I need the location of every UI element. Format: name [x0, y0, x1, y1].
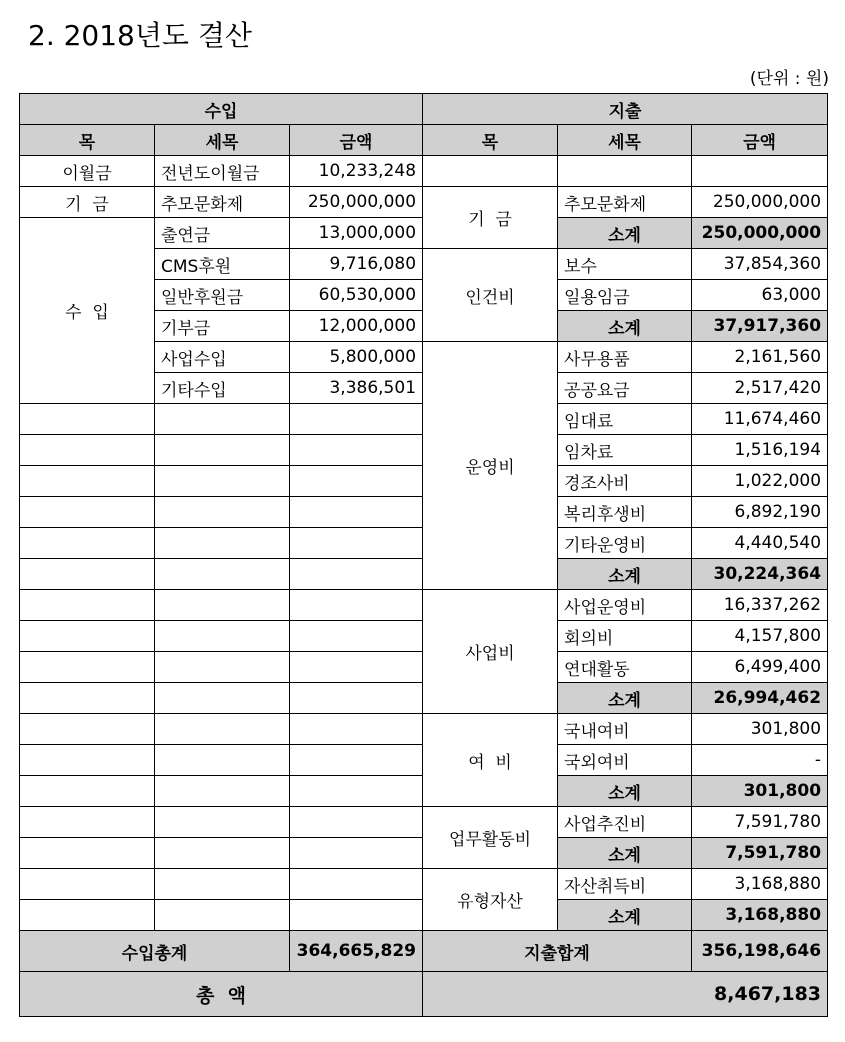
subtotal-label: 소계 [558, 218, 692, 249]
empty-cell [692, 156, 828, 187]
subtotal-amount: 30,224,364 [692, 559, 828, 590]
empty-cell [20, 590, 155, 621]
income-amount: 10,233,248 [290, 156, 423, 187]
empty-cell [423, 156, 558, 187]
income-semok: 기부금 [155, 311, 290, 342]
empty-cell [155, 745, 290, 776]
empty-cell [155, 900, 290, 931]
expense-total-amount: 356,198,646 [692, 931, 828, 972]
empty-cell [155, 404, 290, 435]
table-header-row [20, 125, 828, 156]
expense-amount: 6,892,190 [692, 497, 828, 528]
expense-amount: 2,161,560 [692, 342, 828, 373]
empty-cell [20, 807, 155, 838]
empty-cell [290, 590, 423, 621]
totals-row [20, 931, 828, 972]
expense-semok: 추모문화제 [558, 187, 692, 218]
table-row [20, 714, 828, 745]
empty-cell [20, 900, 155, 931]
income-semok: CMS후원 [155, 249, 290, 280]
expense-amount: 16,337,262 [692, 590, 828, 621]
empty-cell [20, 404, 155, 435]
empty-cell [20, 528, 155, 559]
expense-amount: 4,440,540 [692, 528, 828, 559]
income-amount: 12,000,000 [290, 311, 423, 342]
grand-total-row [20, 972, 828, 1017]
table-row [20, 156, 828, 187]
expense-amount: 2,517,420 [692, 373, 828, 404]
empty-cell [20, 714, 155, 745]
col-header-semok: 세목 [155, 125, 290, 156]
empty-cell [155, 590, 290, 621]
expense-amount: 1,022,000 [692, 466, 828, 497]
subtotal-label: 소계 [558, 559, 692, 590]
empty-cell [20, 869, 155, 900]
empty-cell [290, 776, 423, 807]
unit-label: (단위 : 원) [749, 69, 829, 89]
expense-semok: 복리후생비 [558, 497, 692, 528]
income-amount: 3,386,501 [290, 373, 423, 404]
page-title: 2. 2018년도 결산 [28, 19, 252, 52]
empty-cell [20, 466, 155, 497]
expense-semok: 사업운영비 [558, 590, 692, 621]
expense-amount: 4,157,800 [692, 621, 828, 652]
col-header-mok: 목 [423, 125, 558, 156]
empty-cell [290, 621, 423, 652]
expense-semok: 보수 [558, 249, 692, 280]
expense-semok: 임차료 [558, 435, 692, 466]
empty-cell [20, 652, 155, 683]
grand-total-amount: 8,467,183 [423, 972, 828, 1017]
subtotal-label: 소계 [558, 311, 692, 342]
expense-amount: 37,854,360 [692, 249, 828, 280]
subtotal-label: 소계 [558, 900, 692, 931]
expense-header: 지출 [423, 94, 828, 125]
expense-semok: 회의비 [558, 621, 692, 652]
empty-cell [290, 528, 423, 559]
empty-cell [20, 683, 155, 714]
income-amount: 250,000,000 [290, 187, 423, 218]
empty-cell [20, 559, 155, 590]
empty-cell [20, 497, 155, 528]
empty-cell [290, 714, 423, 745]
income-mok: 기 금 [20, 187, 155, 218]
expense-total-label: 지출합계 [423, 931, 692, 972]
income-semok: 전년도이월금 [155, 156, 290, 187]
empty-cell [20, 621, 155, 652]
income-semok: 추모문화제 [155, 187, 290, 218]
empty-cell [20, 435, 155, 466]
table-header-row [20, 94, 828, 125]
income-amount: 5,800,000 [290, 342, 423, 373]
empty-cell [155, 435, 290, 466]
subtotal-label: 소계 [558, 838, 692, 869]
subtotal-amount: 3,168,880 [692, 900, 828, 931]
subtotal-amount: 37,917,360 [692, 311, 828, 342]
subtotal-label: 소계 [558, 776, 692, 807]
expense-mok: 운영비 [423, 342, 558, 590]
income-semok: 사업수입 [155, 342, 290, 373]
income-total-label: 수입총계 [20, 931, 290, 972]
expense-mok: 사업비 [423, 590, 558, 714]
expense-amount: 3,168,880 [692, 869, 828, 900]
empty-cell [558, 156, 692, 187]
income-semok: 출연금 [155, 218, 290, 249]
expense-mok: 기 금 [423, 187, 558, 249]
expense-semok: 사업추진비 [558, 807, 692, 838]
table-row [20, 187, 828, 218]
empty-cell [290, 838, 423, 869]
expense-mok: 업무활동비 [423, 807, 558, 869]
income-amount: 9,716,080 [290, 249, 423, 280]
empty-cell [155, 776, 290, 807]
empty-cell [290, 807, 423, 838]
empty-cell [155, 528, 290, 559]
empty-cell [290, 745, 423, 776]
empty-cell [155, 683, 290, 714]
expense-mok: 여 비 [423, 714, 558, 807]
expense-semok: 기타운영비 [558, 528, 692, 559]
expense-semok: 임대료 [558, 404, 692, 435]
col-header-amount: 금액 [290, 125, 423, 156]
income-amount: 13,000,000 [290, 218, 423, 249]
table-row [20, 869, 828, 900]
empty-cell [290, 466, 423, 497]
empty-cell [290, 869, 423, 900]
expense-amount: 6,499,400 [692, 652, 828, 683]
empty-cell [290, 404, 423, 435]
empty-cell [20, 838, 155, 869]
expense-semok: 사무용품 [558, 342, 692, 373]
col-header-amount: 금액 [692, 125, 828, 156]
empty-cell [290, 683, 423, 714]
income-total-amount: 364,665,829 [290, 931, 423, 972]
empty-cell [155, 807, 290, 838]
expense-amount: 301,800 [692, 714, 828, 745]
col-header-semok: 세목 [558, 125, 692, 156]
income-semok: 기타수입 [155, 373, 290, 404]
empty-cell [290, 652, 423, 683]
empty-cell [155, 559, 290, 590]
settlement-table [19, 93, 828, 1017]
expense-semok: 공공요금 [558, 373, 692, 404]
empty-cell [155, 869, 290, 900]
table-row [20, 807, 828, 838]
expense-semok: 일용임금 [558, 280, 692, 311]
empty-cell [290, 559, 423, 590]
expense-amount: 1,516,194 [692, 435, 828, 466]
empty-cell [155, 838, 290, 869]
table-row [20, 590, 828, 621]
expense-semok: 연대활동 [558, 652, 692, 683]
empty-cell [155, 466, 290, 497]
empty-cell [290, 497, 423, 528]
empty-cell [290, 435, 423, 466]
income-semok: 일반후원금 [155, 280, 290, 311]
empty-cell [20, 745, 155, 776]
subtotal-amount: 250,000,000 [692, 218, 828, 249]
expense-semok: 경조사비 [558, 466, 692, 497]
income-amount: 60,530,000 [290, 280, 423, 311]
empty-cell [290, 900, 423, 931]
empty-cell [155, 652, 290, 683]
income-mok: 이월금 [20, 156, 155, 187]
empty-cell [155, 621, 290, 652]
income-mok: 수 입 [20, 218, 155, 404]
empty-cell [155, 497, 290, 528]
col-header-mok: 목 [20, 125, 155, 156]
empty-cell [155, 714, 290, 745]
expense-amount: - [692, 745, 828, 776]
empty-cell [20, 776, 155, 807]
expense-amount: 11,674,460 [692, 404, 828, 435]
expense-semok: 자산취득비 [558, 869, 692, 900]
expense-mok: 유형자산 [423, 869, 558, 931]
expense-mok: 인건비 [423, 249, 558, 342]
expense-amount: 63,000 [692, 280, 828, 311]
expense-amount: 7,591,780 [692, 807, 828, 838]
expense-semok: 국외여비 [558, 745, 692, 776]
expense-semok: 국내여비 [558, 714, 692, 745]
subtotal-amount: 26,994,462 [692, 683, 828, 714]
income-header: 수입 [20, 94, 423, 125]
subtotal-amount: 301,800 [692, 776, 828, 807]
subtotal-label: 소계 [558, 683, 692, 714]
expense-amount: 250,000,000 [692, 187, 828, 218]
grand-total-label: 총 액 [20, 972, 423, 1017]
subtotal-amount: 7,591,780 [692, 838, 828, 869]
